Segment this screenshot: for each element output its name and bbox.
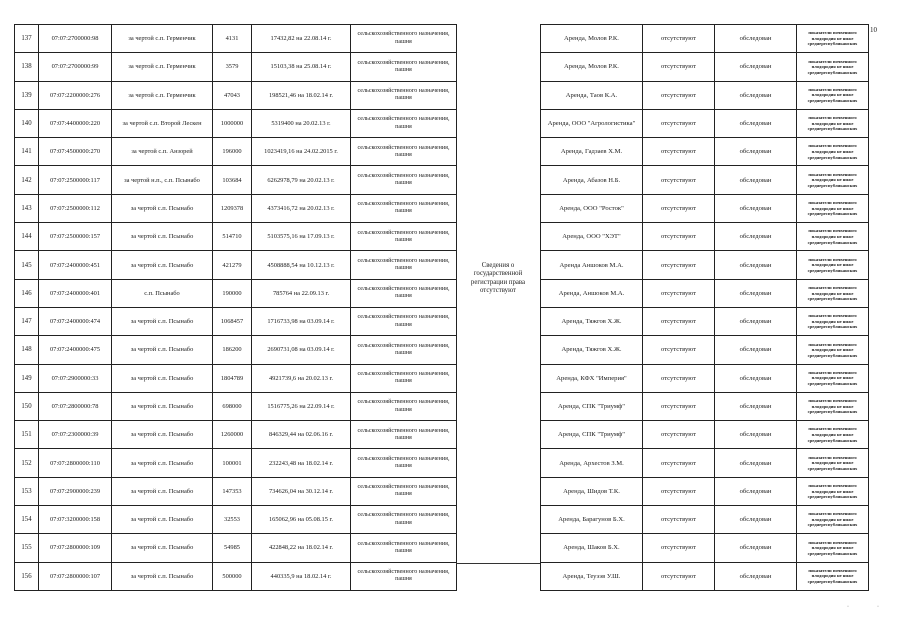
survey-status-cell: обследован xyxy=(715,138,797,166)
land-use-cell: сельскохозяйственного назначения, пашня xyxy=(351,53,457,81)
encumbrance-cell: отсутствуют xyxy=(643,251,715,279)
location-cell: за чертой с.п. Псынабо xyxy=(112,449,213,477)
survey-status-cell: обследован xyxy=(715,53,797,81)
cadastral-value-cell: 17432,82 на 22.08.14 г. xyxy=(252,25,351,53)
table-row xyxy=(15,81,457,109)
lease-cell: Аренда, Барагунов Б.Х. xyxy=(541,506,643,534)
table-row xyxy=(541,81,869,109)
survey-status-cell: обследован xyxy=(715,421,797,449)
location-cell: за чертой с.п. Псынабо xyxy=(112,392,213,420)
encumbrance-cell: отсутствуют xyxy=(643,392,715,420)
area-cell: 186200 xyxy=(213,336,252,364)
cadastral-number-cell: 07:07:2800000:109 xyxy=(39,534,112,562)
table-row xyxy=(541,138,869,166)
location-cell: за чертой с.п. Псынабо xyxy=(112,364,213,392)
table-row xyxy=(541,392,869,420)
cadastral-value-cell: 785764 на 22.09.13 г. xyxy=(252,279,351,307)
cadastral-value-cell: 4508888,54 на 10.12.13 г. xyxy=(252,251,351,279)
area-cell: 4131 xyxy=(213,25,252,53)
table-row xyxy=(541,53,869,81)
lease-cell: Аренда, ООО "ХЭТ" xyxy=(541,223,643,251)
row-number-cell: 153 xyxy=(15,477,39,505)
fertility-indicator-cell: показатели почвенного плодородия не ниже среднереспубликанских xyxy=(797,421,869,449)
cadastral-number-cell: 07:07:4500000:270 xyxy=(39,138,112,166)
cadastral-value-cell: 734626,04 на 30.12.14 г. xyxy=(252,477,351,505)
encumbrance-cell: отсутствуют xyxy=(643,194,715,222)
table-row xyxy=(541,336,869,364)
survey-status-cell: обследован xyxy=(715,392,797,420)
table-row xyxy=(541,506,869,534)
land-use-cell: сельскохозяйственного назначения, пашня xyxy=(351,109,457,137)
fertility-indicator-cell: показатели почвенного плодородия не ниже среднереспубликанских xyxy=(797,562,869,590)
row-number-cell: 146 xyxy=(15,279,39,307)
location-cell: с.п. Псынабо xyxy=(112,279,213,307)
fertility-indicator-cell: показатели почвенного плодородия не ниже среднереспубликанских xyxy=(797,364,869,392)
cadastral-value-cell: 1716733,98 на 03.09.14 г. xyxy=(252,307,351,335)
table-row xyxy=(541,562,869,590)
cadastral-value-cell: 4921739,6 на 20.02.13 г. xyxy=(252,364,351,392)
land-use-cell: сельскохозяйственного назначения, пашня xyxy=(351,506,457,534)
fertility-indicator-cell: показатели почвенного плодородия не ниже среднереспубликанских xyxy=(797,81,869,109)
survey-status-cell: обследован xyxy=(715,534,797,562)
table-row xyxy=(15,534,457,562)
row-number-cell: 149 xyxy=(15,364,39,392)
cadastral-number-cell: 07:07:2700000:98 xyxy=(39,25,112,53)
fertility-indicator-cell: показатели почвенного плодородия не ниже среднереспубликанских xyxy=(797,506,869,534)
land-use-cell: сельскохозяйственного назначения, пашня xyxy=(351,392,457,420)
cadastral-number-cell: 07:07:2500000:157 xyxy=(39,223,112,251)
survey-status-cell: обследован xyxy=(715,562,797,590)
area-cell: 1209378 xyxy=(213,194,252,222)
lease-cell: Аренда, Гадзаев Х.М. xyxy=(541,138,643,166)
table-row xyxy=(541,307,869,335)
cadastral-value-cell: 198521,46 на 18.02.14 г. xyxy=(252,81,351,109)
encumbrance-cell: отсутствуют xyxy=(643,25,715,53)
cadastral-number-cell: 07:07:3200000:158 xyxy=(39,506,112,534)
cadastral-number-cell: 07:07:2500000:112 xyxy=(39,194,112,222)
cadastral-number-cell: 07:07:2400000:475 xyxy=(39,336,112,364)
area-cell: 500000 xyxy=(213,562,252,590)
cadastral-value-cell: 422848,22 на 18.02.14 г. xyxy=(252,534,351,562)
lease-cell: Аренда, Шаков Б.Х. xyxy=(541,534,643,562)
area-cell: 1804789 xyxy=(213,364,252,392)
land-use-cell: сельскохозяйственного назначения, пашня xyxy=(351,25,457,53)
land-use-cell: сельскохозяйственного назначения, пашня xyxy=(351,138,457,166)
survey-status-cell: обследован xyxy=(715,25,797,53)
survey-status-cell: обследован xyxy=(715,336,797,364)
table-row xyxy=(541,449,869,477)
cadastral-value-cell: 5103575,16 на 17.09.13 г. xyxy=(252,223,351,251)
registration-note: Сведения о государственной регистрации права отсутствуют xyxy=(470,262,526,295)
encumbrance-cell: отсутствуют xyxy=(643,534,715,562)
cadastral-number-cell: 07:07:4400000:220 xyxy=(39,109,112,137)
land-use-cell: сельскохозяйственного назначения, пашня xyxy=(351,421,457,449)
fertility-indicator-cell: показатели почвенного плодородия не ниже среднереспубликанских xyxy=(797,279,869,307)
encumbrance-cell: отсутствуют xyxy=(643,506,715,534)
area-cell: 3579 xyxy=(213,53,252,81)
scan-speck: · xyxy=(877,604,879,610)
encumbrance-cell: отсутствуют xyxy=(643,307,715,335)
cadastral-number-cell: 07:07:2400000:451 xyxy=(39,251,112,279)
area-cell: 32553 xyxy=(213,506,252,534)
lease-cell: Аренда, Таов К.А. xyxy=(541,81,643,109)
row-number-cell: 140 xyxy=(15,109,39,137)
location-cell: за чертой с.п. Анзорей xyxy=(112,138,213,166)
survey-status-cell: обследован xyxy=(715,194,797,222)
area-cell: 54985 xyxy=(213,534,252,562)
table-row xyxy=(541,251,869,279)
fertility-indicator-cell: показатели почвенного плодородия не ниже среднереспубликанских xyxy=(797,251,869,279)
fertility-indicator-cell: показатели почвенного плодородия не ниже среднереспубликанских xyxy=(797,166,869,194)
location-cell: за чертой с.п. Псынабо xyxy=(112,336,213,364)
row-number-cell: 138 xyxy=(15,53,39,81)
area-cell: 190000 xyxy=(213,279,252,307)
table-row xyxy=(541,223,869,251)
lease-cell: Аренда, Шидов Т.К. xyxy=(541,477,643,505)
row-number-cell: 156 xyxy=(15,562,39,590)
lease-cell: Аренда, СПК "Триумф" xyxy=(541,421,643,449)
encumbrance-cell: отсутствуют xyxy=(643,336,715,364)
lease-cell: Аренда, КФХ "Империя" xyxy=(541,364,643,392)
survey-status-cell: обследован xyxy=(715,81,797,109)
table-row xyxy=(15,336,457,364)
location-cell: за чертой с.п. Псынабо xyxy=(112,477,213,505)
location-cell: за чертой с.п. Герменчик xyxy=(112,53,213,81)
location-cell: за чертой с.п. Псынабо xyxy=(112,562,213,590)
table-row xyxy=(15,166,457,194)
survey-status-cell: обследован xyxy=(715,251,797,279)
lease-cell: Аренда, Абазов Н.Б. xyxy=(541,166,643,194)
lease-cell: Аренда Аншоков М.А. xyxy=(541,251,643,279)
fertility-indicator-cell: показатели почвенного плодородия не ниже среднереспубликанских xyxy=(797,477,869,505)
land-use-cell: сельскохозяйственного назначения, пашня xyxy=(351,194,457,222)
cadastral-number-cell: 07:07:2800000:78 xyxy=(39,392,112,420)
encumbrance-cell: отсутствуют xyxy=(643,223,715,251)
fertility-indicator-cell: показатели почвенного плодородия не ниже среднереспубликанских xyxy=(797,534,869,562)
lease-cell: Аренда, ООО "Агрологистика" xyxy=(541,109,643,137)
area-cell: 100001 xyxy=(213,449,252,477)
survey-status-cell: обследован xyxy=(715,477,797,505)
cadastral-value-cell: 846329,44 на 02.06.16 г. xyxy=(252,421,351,449)
table-row xyxy=(15,562,457,590)
location-cell: за чертой с.п. Псынабо xyxy=(112,251,213,279)
lease-cell: Аренда, Тяжгов Х.Ж. xyxy=(541,307,643,335)
table-row xyxy=(15,449,457,477)
table-row xyxy=(15,194,457,222)
row-number-cell: 152 xyxy=(15,449,39,477)
parcels-table xyxy=(14,24,457,591)
location-cell: за чертой с.п. Второй Лескен xyxy=(112,109,213,137)
survey-status-cell: обследован xyxy=(715,364,797,392)
encumbrance-cell: отсутствуют xyxy=(643,421,715,449)
table-row xyxy=(15,392,457,420)
lease-cell: Аренда, Аншоков М.А. xyxy=(541,279,643,307)
location-cell: за чертой с.п. Псынабо xyxy=(112,223,213,251)
cadastral-value-cell: 165062,96 на 05.08.15 г. xyxy=(252,506,351,534)
land-use-cell: сельскохозяйственного назначения, пашня xyxy=(351,477,457,505)
row-number-cell: 137 xyxy=(15,25,39,53)
area-cell: 196000 xyxy=(213,138,252,166)
area-cell: 421279 xyxy=(213,251,252,279)
table-row xyxy=(541,25,869,53)
fertility-indicator-cell: показатели почвенного плодородия не ниже среднереспубликанских xyxy=(797,194,869,222)
land-use-cell: сельскохозяйственного назначения, пашня xyxy=(351,449,457,477)
cadastral-number-cell: 07:07:2300000:39 xyxy=(39,421,112,449)
fertility-indicator-cell: показатели почвенного плодородия не ниже среднереспубликанских xyxy=(797,109,869,137)
location-cell: за чертой с.п. Псынабо xyxy=(112,421,213,449)
encumbrance-cell: отсутствуют xyxy=(643,166,715,194)
cadastral-number-cell: 07:07:2800000:110 xyxy=(39,449,112,477)
table-row xyxy=(541,194,869,222)
land-use-cell: сельскохозяйственного назначения, пашня xyxy=(351,364,457,392)
row-number-cell: 155 xyxy=(15,534,39,562)
survey-status-cell: обследован xyxy=(715,166,797,194)
lease-cell: Аренда, СПК "Триумф" xyxy=(541,392,643,420)
survey-status-cell: обследован xyxy=(715,279,797,307)
row-number-cell: 144 xyxy=(15,223,39,251)
area-cell: 1260000 xyxy=(213,421,252,449)
encumbrance-cell: отсутствуют xyxy=(643,81,715,109)
area-cell: 47043 xyxy=(213,81,252,109)
table-row xyxy=(15,506,457,534)
land-use-cell: сельскохозяйственного назначения, пашня xyxy=(351,166,457,194)
cadastral-value-cell: 1023419,16 на 24.02.2015 г. xyxy=(252,138,351,166)
fertility-indicator-cell: показатели почвенного плодородия не ниже среднереспубликанских xyxy=(797,449,869,477)
row-number-cell: 151 xyxy=(15,421,39,449)
cadastral-value-cell: 6262978,79 на 20.02.13 г. xyxy=(252,166,351,194)
encumbrance-cell: отсутствуют xyxy=(643,53,715,81)
row-number-cell: 143 xyxy=(15,194,39,222)
cadastral-number-cell: 07:07:2200000:276 xyxy=(39,81,112,109)
area-cell: 698000 xyxy=(213,392,252,420)
table-row xyxy=(15,223,457,251)
land-use-cell: сельскохозяйственного назначения, пашня xyxy=(351,279,457,307)
fertility-indicator-cell: показатели почвенного плодородия не ниже среднереспубликанских xyxy=(797,53,869,81)
fertility-indicator-cell: показатели почвенного плодородия не ниже среднереспубликанских xyxy=(797,307,869,335)
location-cell: за чертой с.п. Герменчик xyxy=(112,81,213,109)
table-row xyxy=(15,25,457,53)
row-number-cell: 141 xyxy=(15,138,39,166)
cadastral-value-cell: 1516775,26 на 22.09.14 г. xyxy=(252,392,351,420)
encumbrance-cell: отсутствуют xyxy=(643,279,715,307)
area-cell: 1000000 xyxy=(213,109,252,137)
lease-cell: Аренда, Молов Р.К. xyxy=(541,25,643,53)
survey-status-cell: обследован xyxy=(715,223,797,251)
cadastral-value-cell: 5319400 на 20.02.13 г. xyxy=(252,109,351,137)
row-number-cell: 154 xyxy=(15,506,39,534)
row-number-cell: 148 xyxy=(15,336,39,364)
fertility-indicator-cell: показатели почвенного плодородия не ниже среднереспубликанских xyxy=(797,138,869,166)
cadastral-value-cell: 4373416,72 на 20.02.13 г. xyxy=(252,194,351,222)
survey-status-cell: обследован xyxy=(715,449,797,477)
cadastral-value-cell: 2690731,08 на 03.09.14 г. xyxy=(252,336,351,364)
cadastral-number-cell: 07:07:2500000:117 xyxy=(39,166,112,194)
survey-status-cell: обследован xyxy=(715,307,797,335)
table-row xyxy=(15,251,457,279)
location-cell: за чертой с.п. Псынабо xyxy=(112,534,213,562)
area-cell: 514710 xyxy=(213,223,252,251)
scan-speck: · xyxy=(847,604,849,610)
land-use-cell: сельскохозяйственного назначения, пашня xyxy=(351,562,457,590)
land-use-cell: сельскохозяйственного назначения, пашня xyxy=(351,81,457,109)
cadastral-number-cell: 07:07:2700000:99 xyxy=(39,53,112,81)
table-row xyxy=(15,138,457,166)
area-cell: 103684 xyxy=(213,166,252,194)
table-row xyxy=(541,109,869,137)
table-row xyxy=(541,364,869,392)
location-cell: за чертой с.п. Герменчик xyxy=(112,25,213,53)
lease-cell: Аренда, Тяжгов Х.Ж. xyxy=(541,336,643,364)
land-use-cell: сельскохозяйственного назначения, пашня xyxy=(351,534,457,562)
lease-cell: Аренда, Теуээв У.Ш. xyxy=(541,562,643,590)
land-use-cell: сельскохозяйственного назначения, пашня xyxy=(351,336,457,364)
encumbrance-cell: отсутствуют xyxy=(643,138,715,166)
cadastral-number-cell: 07:07:2900000:239 xyxy=(39,477,112,505)
cadastral-number-cell: 07:07:2400000:474 xyxy=(39,307,112,335)
table-row xyxy=(541,166,869,194)
cadastral-number-cell: 07:07:2900000:33 xyxy=(39,364,112,392)
cadastral-value-cell: 232243,48 на 18.02.14 г. xyxy=(252,449,351,477)
table-row xyxy=(15,307,457,335)
location-cell: за чертой с.п. Псынабо xyxy=(112,307,213,335)
table-row xyxy=(15,53,457,81)
encumbrance-cell: отсутствуют xyxy=(643,477,715,505)
cadastral-value-cell: 440335,9 на 18.02.14 г. xyxy=(252,562,351,590)
area-cell: 1068457 xyxy=(213,307,252,335)
divider-line xyxy=(456,563,540,564)
land-use-cell: сельскохозяйственного назначения, пашня xyxy=(351,223,457,251)
row-number-cell: 142 xyxy=(15,166,39,194)
fertility-indicator-cell: показатели почвенного плодородия не ниже среднереспубликанских xyxy=(797,392,869,420)
location-cell: за чертой н.п., с.п. Псынабо xyxy=(112,166,213,194)
encumbrance-cell: отсутствуют xyxy=(643,449,715,477)
cadastral-number-cell: 07:07:2400000:401 xyxy=(39,279,112,307)
encumbrance-cell: отсутствуют xyxy=(643,364,715,392)
page-number: 10 xyxy=(870,26,877,34)
table-row xyxy=(541,421,869,449)
survey-status-cell: обследован xyxy=(715,109,797,137)
encumbrance-cell: отсутствуют xyxy=(643,562,715,590)
survey-status-cell: обследован xyxy=(715,506,797,534)
table-row xyxy=(15,421,457,449)
row-number-cell: 145 xyxy=(15,251,39,279)
cadastral-value-cell: 15103,38 на 25.08.14 г. xyxy=(252,53,351,81)
land-use-cell: сельскохозяйственного назначения, пашня xyxy=(351,251,457,279)
location-cell: за чертой с.п. Псынабо xyxy=(112,506,213,534)
lease-cell: Аренда, Архестов З.М. xyxy=(541,449,643,477)
table-row xyxy=(15,109,457,137)
fertility-indicator-cell: показатели почвенного плодородия не ниже среднереспубликанских xyxy=(797,336,869,364)
area-cell: 147353 xyxy=(213,477,252,505)
row-number-cell: 139 xyxy=(15,81,39,109)
table-row xyxy=(541,477,869,505)
table-row xyxy=(15,279,457,307)
row-number-cell: 150 xyxy=(15,392,39,420)
lease-cell: Аренда, ООО "Росток" xyxy=(541,194,643,222)
leases-table xyxy=(540,24,869,591)
table-row xyxy=(541,534,869,562)
row-number-cell: 147 xyxy=(15,307,39,335)
table-row xyxy=(15,477,457,505)
lease-cell: Аренда, Молов Р.К. xyxy=(541,53,643,81)
encumbrance-cell: отсутствуют xyxy=(643,109,715,137)
land-use-cell: сельскохозяйственного назначения, пашня xyxy=(351,307,457,335)
table-row xyxy=(541,279,869,307)
fertility-indicator-cell: показатели почвенного плодородия не ниже среднереспубликанских xyxy=(797,25,869,53)
cadastral-number-cell: 07:07:2800000:107 xyxy=(39,562,112,590)
location-cell: за чертой с.п. Псынабо xyxy=(112,194,213,222)
table-row xyxy=(15,364,457,392)
fertility-indicator-cell: показатели почвенного плодородия не ниже среднереспубликанских xyxy=(797,223,869,251)
